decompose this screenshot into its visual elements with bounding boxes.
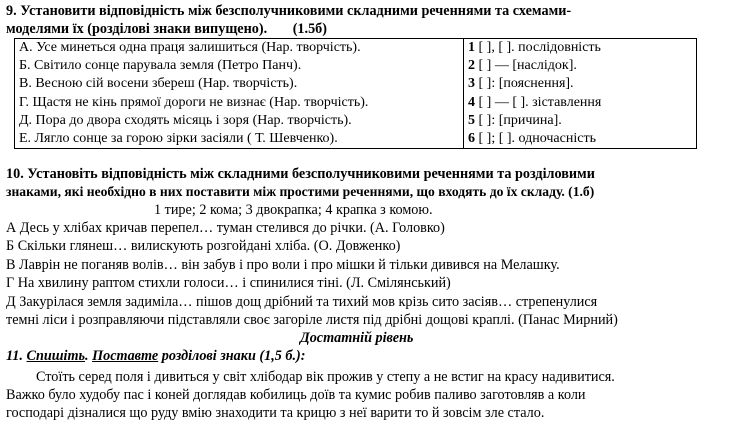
task9-schemes-cell [464, 39, 697, 149]
task11-heading: 11. Спишіть. Поставте розділові знаки (1,5 б.): [6, 348, 306, 364]
task10-options: 1 тире; 2 кома; 3 двокрапка; 4 крапка з комою. [154, 202, 433, 218]
task9-heading-text: моделями їх (розділові знаки випущено). [6, 21, 268, 37]
task9-sentence-e: Д. Пора до двора сходять місяць і зоря (Нар. творчість). [19, 112, 352, 128]
task11-text-line2: Важко було худобу пас і коней доглядав кобилиць доїв та кумис робив паливо заготовляв а коли [6, 387, 586, 403]
task9-scheme-3: 3 [ ]: [пояснення]. [468, 76, 574, 92]
task11-text-line3: господарі дізналися що руду вмію знаходити та крицю з неї варити то й зовсім зле стало. [6, 405, 545, 421]
task11-title-place: Поставте [92, 348, 159, 364]
task9-sentence-b: Б. Світило сонце парувала земля (Петро Панч). [19, 58, 302, 74]
task9-sentences-cell [15, 39, 464, 149]
task11-text-line1: Стоїть серед поля і дивиться у світ хлібодар вік прожив у степу а не встиг на красу надивитися. [36, 369, 615, 385]
task9-sentence-c: В. Весною сій восени збереш (Нар. творчість). [19, 76, 298, 92]
task10-heading-line1: 10. Установіть відповідність між складними безсполучниковими реченнями та розділовими [6, 166, 595, 182]
task9-scheme-1: 1 [ ], [ ]. послідовність [468, 40, 601, 55]
task9-heading-line1: 9. Установити відповідність між безсполучниковими складними реченнями та схемами- [6, 3, 572, 19]
task10-sentence-b: Б Скільки глянеш… вилискують розгойдані хліба. (О. Довженко) [6, 238, 401, 254]
task9-matching-table [14, 38, 697, 149]
task9-scheme-2: 2 [ ] — [наслідок]. [468, 58, 577, 74]
task9-sentence-f: Е. Лягло сонце за горою зірки засіяли ( Т. Шевченко). [19, 130, 338, 146]
task9-points: (1.5б) [292, 21, 327, 37]
task11-title-copy: Спишіть [26, 348, 86, 364]
task10-sentence-e: Д Закурілася земля задиміла… пішов дощ дрібний та тихий мов крізь сито засіяв… стрепенулися [6, 294, 598, 310]
task10-sentence-d: Г На хвилину раптом стихли голоси… і спинилися тіні. (Л. Смілянський) [6, 275, 451, 291]
task10-heading-line2: знаками, які необхідно в них поставити між простими реченнями, що входять до їх складу. (1.б) [6, 184, 595, 199]
level-heading: Достатній рівень [300, 330, 414, 346]
task9-sentence-d: Г. Щастя не кінь прямої дороги не визнає (Нар. творчість). [19, 94, 369, 110]
task10-sentence-f: темні ліси і розправляючи підставляли своє загоріле листя під дрібні дощові краплі. (Панас Мирний) [6, 312, 618, 328]
task9-scheme-6: 6 [ ]; [ ]. одночасність [468, 130, 596, 146]
task9-scheme-4: 4 [ ] — [ ]. зіставлення [468, 94, 602, 110]
task9-sentence-a: А. Усе минеться одна праця залишиться (Нар. творчість). [19, 40, 361, 55]
task9-heading-line2 [6, 20, 327, 38]
task10-sentence-a: А Десь у хлібах кричав перепел… туман стелився до річки. (А. Головко) [6, 220, 445, 236]
task10-sentence-c: В Лаврін не поганяв волів… він забув і про воли і про мішки й тільки дивився на Мелашку. [6, 257, 560, 273]
task9-scheme-5: 5 [ ]: [причина]. [468, 112, 562, 128]
